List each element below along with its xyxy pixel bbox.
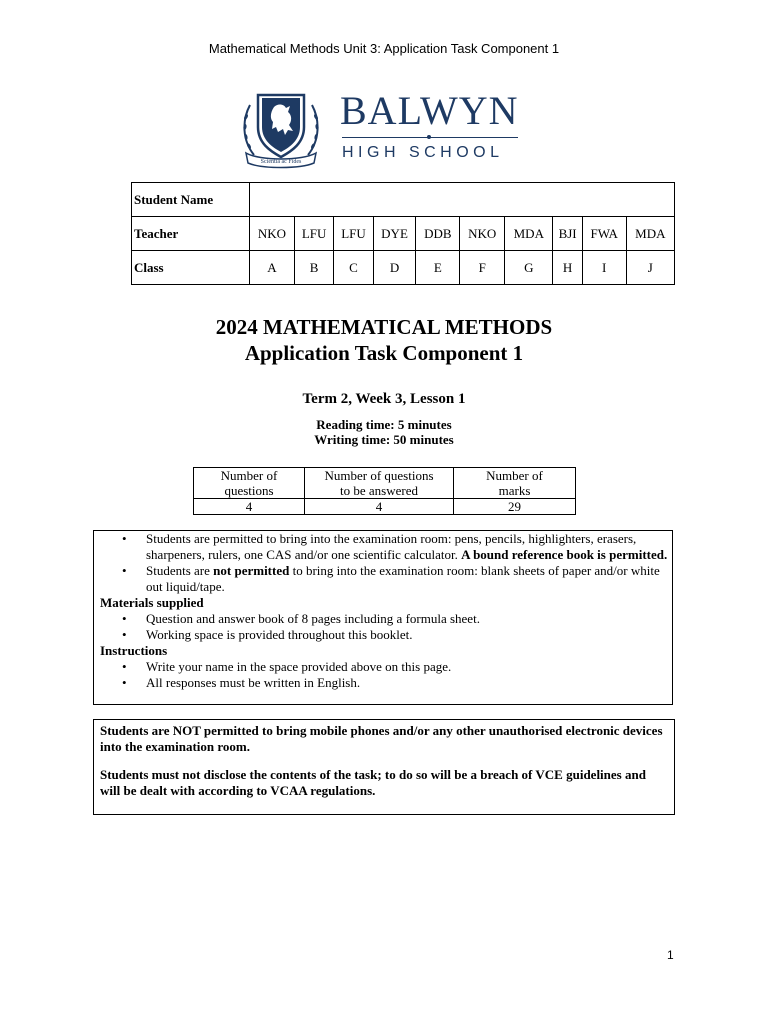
logo-divider-dot: [427, 135, 431, 139]
question-summary-table: [193, 467, 576, 515]
not-permitted-bold: not permitted: [213, 563, 290, 578]
term-info: Term 2, Week 3, Lesson 1: [302, 391, 466, 407]
teacher-label: Teacher: [132, 217, 250, 251]
page-number: 1: [667, 948, 674, 962]
class-cell: D: [373, 251, 416, 285]
class-label: Class: [132, 251, 250, 285]
header-num-marks-line1: Number of: [486, 468, 543, 483]
list-item: • Question and answer book of 8 pages including a formula sheet.: [94, 611, 672, 627]
header-num-questions: [194, 468, 305, 499]
running-header: Mathematical Methods Unit 3: Application Task Component 1: [208, 41, 560, 56]
list-item: • Write your name in the space provided above on this page.: [94, 659, 672, 675]
header-num-answered-line1: Number of questions: [324, 468, 434, 483]
class-cell: E: [416, 251, 460, 285]
warning-disclosure: Students must not disclose the contents of the task; to do so will be a breach of VCE guidelines and will be dealt with according to VCAA regulations.: [100, 767, 646, 798]
class-cell: C: [334, 251, 373, 285]
student-name-field[interactable]: [250, 183, 675, 217]
list-item: • All responses must be written in English.: [94, 675, 672, 691]
instructions-heading: Instructions: [100, 643, 168, 658]
teacher-cell: LFU: [294, 217, 333, 251]
class-cell: H: [553, 251, 582, 285]
not-permitted-pre: Students are: [146, 563, 214, 578]
student-name-label: Student Name: [132, 183, 250, 217]
header-num-marks: [454, 468, 576, 499]
header-num-questions-line1: Number of: [220, 468, 278, 483]
school-logo: [240, 85, 530, 170]
header-num-answered-line2: to be answered: [340, 483, 418, 498]
teacher-cell: DYE: [373, 217, 416, 251]
value-num-answered: 4: [305, 499, 454, 515]
permitted-text: Students are permitted to bring into the examination room: pens, pencils, highlighters, erasers, sharpeners, rulers, one CAS and/or one scientific calculator.: [146, 531, 637, 562]
class-cell: B: [294, 251, 333, 285]
class-cell: G: [505, 251, 553, 285]
permitted-list: [94, 531, 672, 595]
teacher-cell: NKO: [250, 217, 295, 251]
header-num-marks-line2: marks: [498, 483, 531, 498]
teacher-cell: MDA: [505, 217, 553, 251]
materials-heading: Materials supplied: [100, 595, 204, 610]
not-permitted-post: to bring into the examination room: blank sheets of paper and/or white out liquid/tape.: [146, 563, 660, 594]
teacher-cell: NKO: [460, 217, 505, 251]
warning-box: [93, 719, 675, 815]
header-num-answered: [305, 468, 454, 499]
permitted-bold-text: A bound reference book is permitted.: [461, 547, 668, 562]
student-details-table: [131, 182, 675, 285]
class-cell: J: [626, 251, 674, 285]
value-num-questions: 4: [194, 499, 305, 515]
teacher-cell: FWA: [582, 217, 626, 251]
motto: Scientia ac Fides: [260, 159, 302, 165]
document-title: 2024 MATHEMATICAL METHODS: [215, 315, 553, 339]
teacher-cell: LFU: [334, 217, 373, 251]
school-name-line2: HIGH SCHOOL: [342, 144, 504, 161]
header-num-questions-line2: questions: [224, 483, 274, 498]
class-cell: F: [460, 251, 505, 285]
school-crest-icon: [240, 85, 322, 169]
value-num-marks: 29: [454, 499, 576, 515]
class-cell: I: [582, 251, 626, 285]
school-name-line1: BALWYN: [340, 88, 519, 133]
writing-time: Writing time: 50 minutes: [314, 432, 454, 447]
reading-time: Reading time: 5 minutes: [316, 417, 452, 432]
instructions-list: [94, 659, 672, 691]
permitted-item: [94, 531, 672, 563]
teacher-cell: DDB: [416, 217, 460, 251]
materials-list: [94, 611, 672, 643]
teacher-cell: MDA: [626, 217, 674, 251]
teacher-cell: BJI: [553, 217, 582, 251]
document-subtitle: Application Task Component 1: [244, 341, 524, 365]
rules-box: [93, 530, 673, 705]
warning-devices: Students are NOT permitted to bring mobile phones and/or any other unauthorised electronic devices into the examination room.: [100, 723, 663, 754]
list-item: • Working space is provided throughout this booklet.: [94, 627, 672, 643]
class-cell: A: [250, 251, 295, 285]
not-permitted-item: [94, 563, 672, 595]
